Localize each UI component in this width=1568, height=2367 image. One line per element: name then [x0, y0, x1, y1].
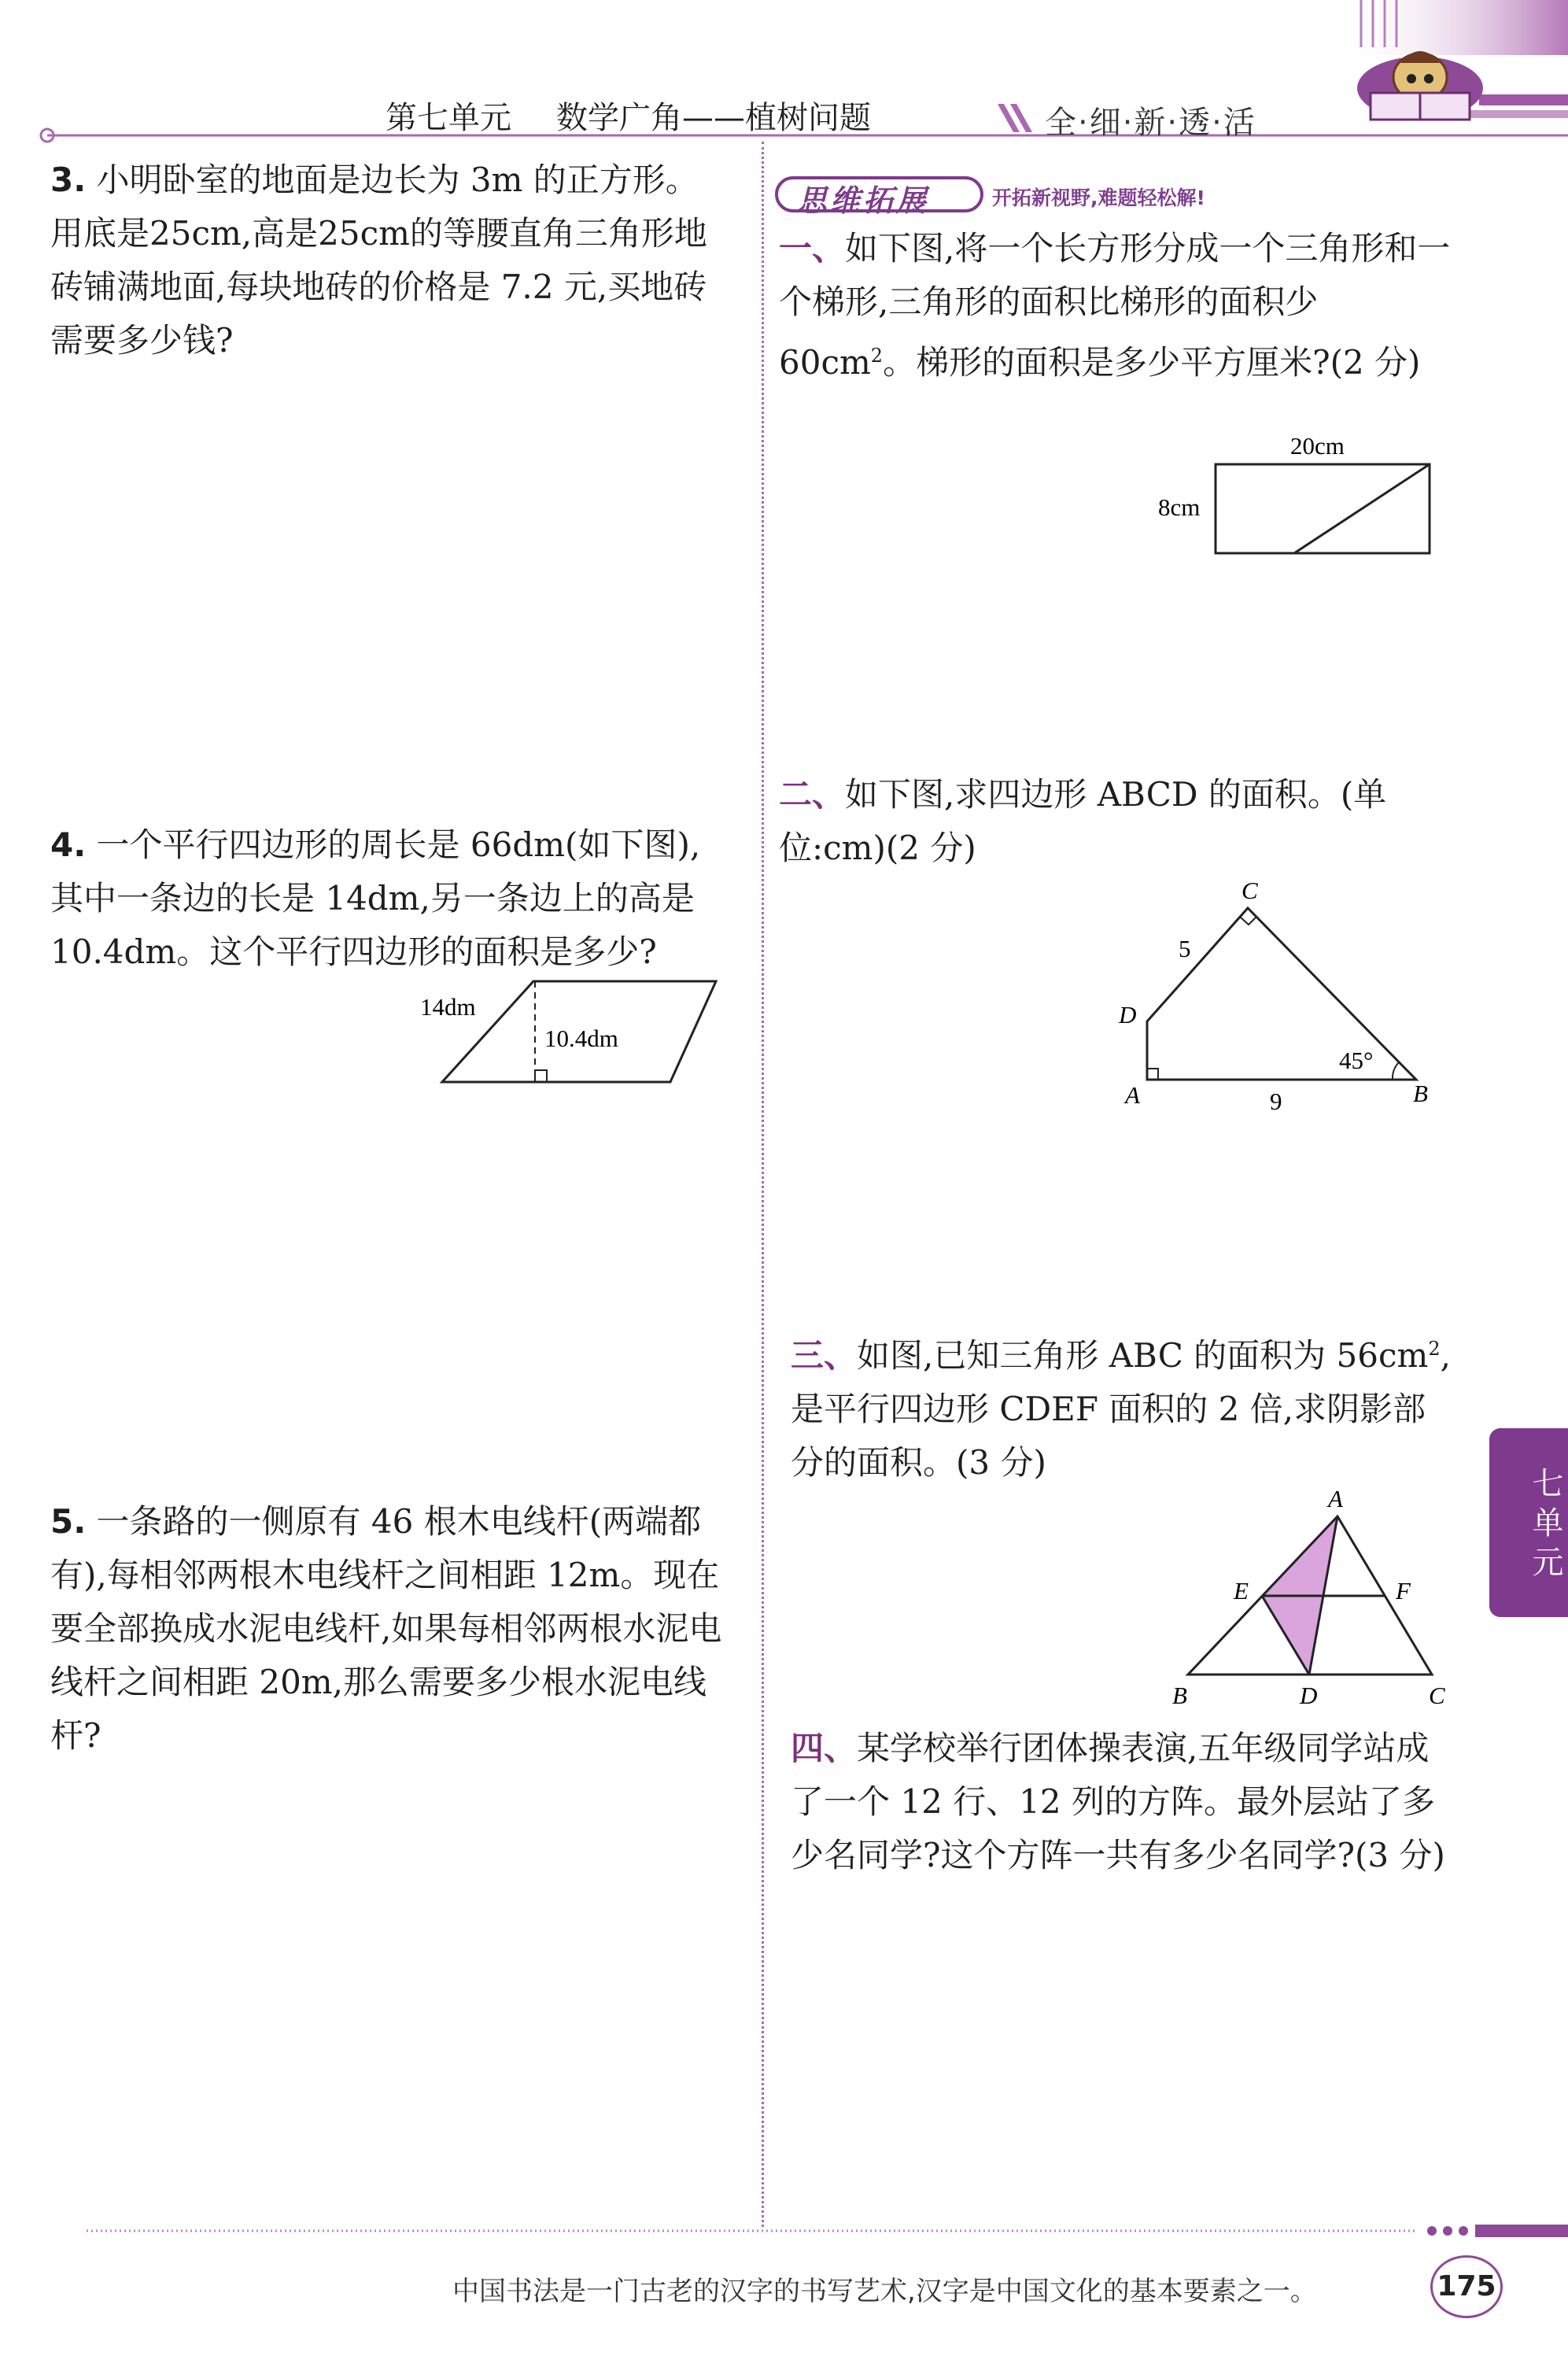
question-3-text: 小明卧室的地面是边长为 3m 的正方形。用底是25cm,高是25cm的等腰直角三角形地砖铺满地面,每块地砖的价格是 7.2 元,买地砖需要多少钱?: [50, 161, 707, 360]
angle-arc: [1393, 1062, 1399, 1080]
side-ab-label: 9: [1270, 1087, 1282, 1115]
problem-4-number: 四、: [791, 1729, 858, 1767]
problem-3: [791, 1322, 1455, 1490]
banner-subtitle: 开拓新视野,难题轻松解!: [992, 186, 1205, 209]
vertex-c3: C: [1429, 1682, 1445, 1709]
dividing-line: [1294, 464, 1430, 553]
book-reader-icon: [1353, 31, 1487, 126]
right-angle-c: [1240, 917, 1256, 925]
page-number: 175: [1430, 2255, 1503, 2318]
unit-title: 第七单元: [386, 100, 511, 136]
question-4-text: 一个平行四边形的周长是 66dm(如下图),其中一条边的长是 14dm,另一条边上的高是 10.4dm。这个平行四边形的面积是多少?: [50, 825, 701, 971]
question-5-text: 一条路的一侧原有 46 根木电线杆(两端都有),每相邻两根木电线杆之间相距 12m。现在要全部换成水泥电线杆,如果每相邻两根水泥电线杆之间相距 20m,那么需要多少根水泥电线杆?: [50, 1502, 722, 1755]
unit-tab[interactable]: 七单元: [1489, 1428, 1568, 1617]
vertex-c: C: [1241, 877, 1258, 904]
parallelogram-figure: [409, 968, 724, 1094]
problem-3-sup: 2: [1428, 1338, 1441, 1360]
side-cd-label: 5: [1179, 935, 1191, 962]
question-5: [50, 1495, 735, 1763]
banner-title: 思维拓展: [797, 183, 930, 218]
section-title: 数学广角——植树问题: [556, 100, 871, 136]
height-label: 10.4dm: [544, 1025, 618, 1052]
problem-3-text-a: 如图,已知三角形 ABC 的面积为 56cm: [857, 1336, 1429, 1375]
problem-1-number: 一、: [779, 229, 846, 268]
problem-3-number: 三、: [791, 1336, 858, 1375]
footer-decoration: [0, 2215, 1568, 2247]
quadrilateral-shape: [1147, 908, 1416, 1080]
width-label: 20cm: [1290, 432, 1345, 460]
problem-2-text: 如下图,求四边形 ABCD 的面积。(单位:cm)(2 分): [779, 775, 1387, 867]
vertex-a3: A: [1328, 1485, 1343, 1512]
vertex-b: B: [1413, 1080, 1428, 1107]
vertex-d: D: [1119, 1001, 1137, 1028]
problem-2-number: 二、: [779, 775, 846, 814]
problem-1: [779, 222, 1455, 390]
vertex-b3: B: [1172, 1682, 1187, 1709]
rectangle-figure: [1149, 425, 1448, 559]
problem-4-text: 某学校举行团体操表演,五年级同学站成了一个 12 行、12 列的方阵。最外层站了多少名同学?这个方阵一共有多少名同学?(3 分): [791, 1729, 1445, 1874]
motto: 全·细·新·透·活: [1045, 105, 1256, 141]
right-angle-a: [1147, 1069, 1158, 1080]
question-3-number: 3.: [50, 161, 87, 199]
problem-4: [791, 1722, 1455, 1882]
question-4: [50, 818, 727, 979]
height-label-8: 8cm: [1158, 493, 1201, 521]
column-divider: [762, 142, 764, 2227]
triangle-figure: [1164, 1483, 1463, 1719]
question-3: [50, 153, 727, 367]
problem-3-text-b: ,是平行四边形 CDEF 面积的 2 倍,求阴影部分的面积。(3 分): [791, 1336, 1451, 1482]
vertex-f3: F: [1396, 1577, 1411, 1604]
problem-1-text-b: 。梯形的面积是多少平方厘米?(2 分): [883, 343, 1421, 382]
header-bar: [0, 0, 1568, 150]
question-5-number: 5.: [50, 1502, 87, 1541]
vertex-e3: E: [1234, 1577, 1249, 1604]
question-4-number: 4.: [50, 825, 87, 864]
problem-1-sup: 2: [870, 345, 884, 367]
problem-1-text-a: 如下图,将一个长方形分成一个三角形和一个梯形,三角形的面积比梯形的面积少 60cm: [779, 229, 1451, 382]
angle-label: 45°: [1339, 1047, 1374, 1074]
thinking-banner: [775, 175, 1294, 216]
problem-2: [779, 768, 1455, 875]
vertex-a: A: [1125, 1081, 1140, 1109]
footer-quote: 中国书法是一门古老的汉字的书写艺术,汉字是中国文化的基本要素之一。: [452, 2276, 1317, 2307]
right-angle-mark: [535, 1070, 547, 1082]
rectangle-shape: [1216, 464, 1430, 553]
side-label: 14dm: [420, 993, 476, 1021]
vertex-d3: D: [1300, 1682, 1318, 1709]
quadrilateral-figure: [1101, 873, 1463, 1125]
